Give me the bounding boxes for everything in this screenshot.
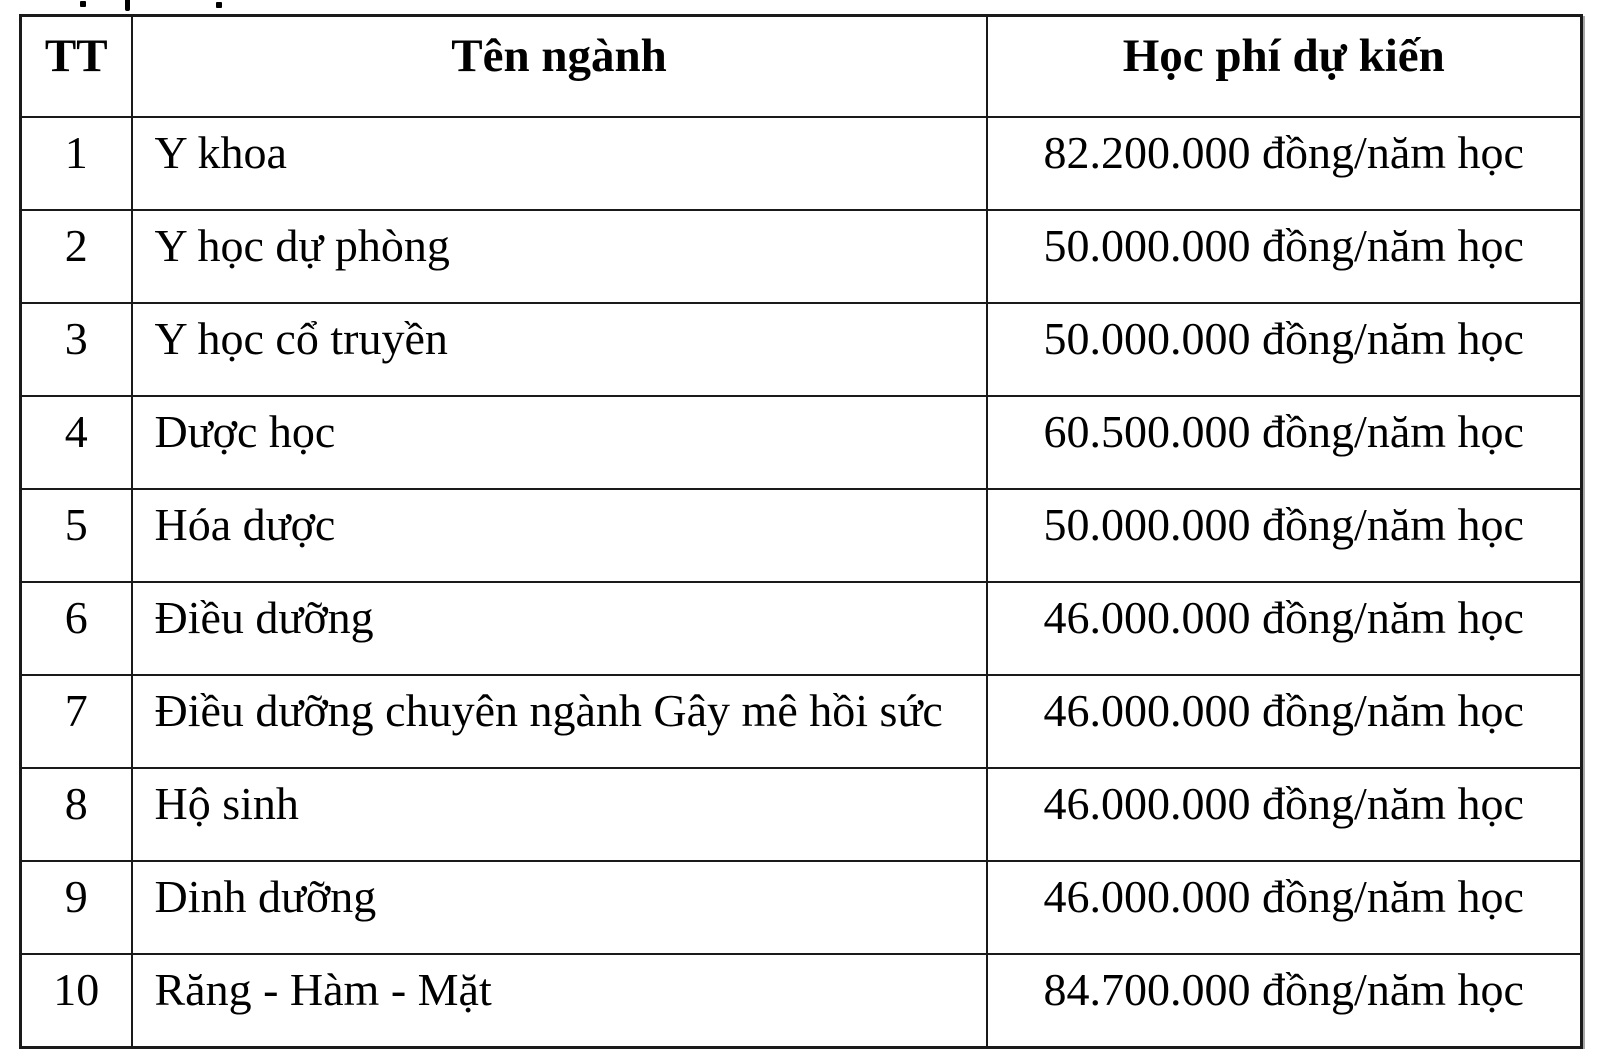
column-header-hoc-phi: Học phí dự kiến <box>987 16 1582 118</box>
tuition-fee: 50.000.000 đồng/năm học <box>987 303 1582 396</box>
tuition-fee: 46.000.000 đồng/năm học <box>987 582 1582 675</box>
table-row <box>21 582 1582 675</box>
table-row <box>21 303 1582 396</box>
table-row <box>21 396 1582 489</box>
major-name: Y học dự phòng <box>132 210 987 303</box>
major-name: Hóa dược <box>132 489 987 582</box>
row-number: 8 <box>21 768 132 861</box>
table-body <box>21 117 1582 1048</box>
major-name: Răng - Hàm - Mặt <box>132 954 987 1048</box>
tuition-fee: 82.200.000 đồng/năm học <box>987 117 1582 210</box>
clipped-text-remnant <box>80 1 86 7</box>
tuition-fee: 46.000.000 đồng/năm học <box>987 675 1582 768</box>
row-number: 5 <box>21 489 132 582</box>
major-name: Dược học <box>132 396 987 489</box>
clipped-text-remnant <box>125 0 130 11</box>
table-row <box>21 675 1582 768</box>
column-header-ten-nganh: Tên ngành <box>132 16 987 118</box>
tuition-fee: 84.700.000 đồng/năm học <box>987 954 1582 1048</box>
row-number: 9 <box>21 861 132 954</box>
row-number: 6 <box>21 582 132 675</box>
tuition-fee: 50.000.000 đồng/năm học <box>987 210 1582 303</box>
tuition-table <box>19 14 1583 1049</box>
column-header-tt: TT <box>21 16 132 118</box>
table-row <box>21 954 1582 1048</box>
major-name: Hộ sinh <box>132 768 987 861</box>
row-number: 4 <box>21 396 132 489</box>
row-number: 10 <box>21 954 132 1048</box>
table-row <box>21 489 1582 582</box>
major-name: Điều dưỡng <box>132 582 987 675</box>
row-number: 3 <box>21 303 132 396</box>
clipped-text-remnant <box>216 2 222 8</box>
tuition-fee: 46.000.000 đồng/năm học <box>987 861 1582 954</box>
tuition-fee: 60.500.000 đồng/năm học <box>987 396 1582 489</box>
major-name: Dinh dưỡng <box>132 861 987 954</box>
table-header <box>21 16 1582 118</box>
table-row <box>21 861 1582 954</box>
header-row <box>21 16 1582 118</box>
table-row <box>21 768 1582 861</box>
row-number: 2 <box>21 210 132 303</box>
tuition-fee: 50.000.000 đồng/năm học <box>987 489 1582 582</box>
row-number: 7 <box>21 675 132 768</box>
row-number: 1 <box>21 117 132 210</box>
major-name: Điều dưỡng chuyên ngành Gây mê hồi sức <box>132 675 987 768</box>
major-name: Y học cổ truyền <box>132 303 987 396</box>
table-row <box>21 210 1582 303</box>
table-row <box>21 117 1582 210</box>
tuition-fee: 46.000.000 đồng/năm học <box>987 768 1582 861</box>
major-name: Y khoa <box>132 117 987 210</box>
